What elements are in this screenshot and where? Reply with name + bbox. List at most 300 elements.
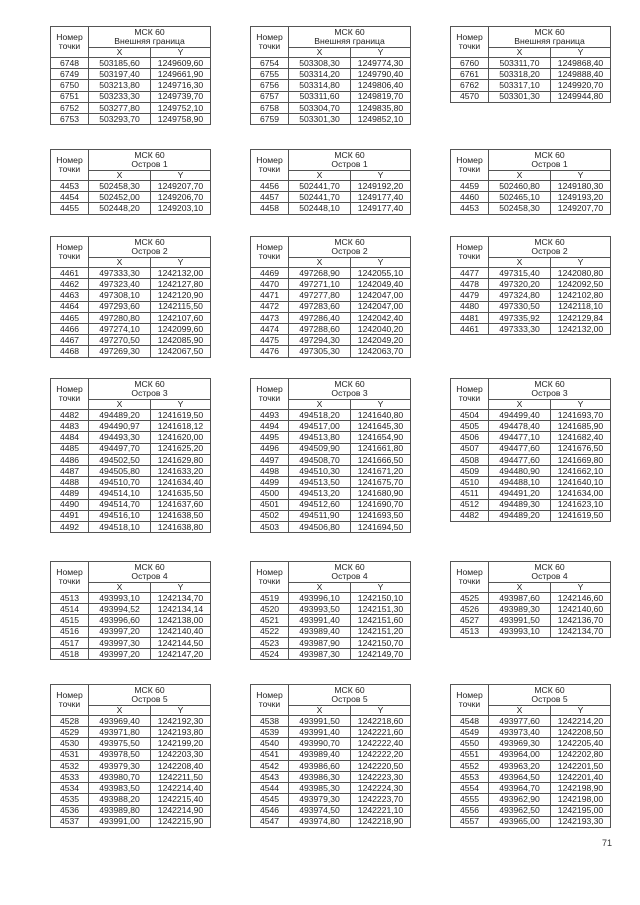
- table-title: Внешняя граница: [114, 36, 185, 46]
- y-coordinate-cell: 1241623,10: [551, 499, 611, 510]
- x-coordinate-cell: 497286,40: [289, 312, 351, 323]
- point-number-cell: 4518: [51, 648, 89, 659]
- point-number-cell: 4510: [451, 477, 489, 488]
- table-row: [251, 488, 411, 499]
- y-coordinate-cell: 1241690,70: [351, 499, 411, 510]
- y-coordinate-cell: 1249203,10: [151, 203, 211, 214]
- y-coordinate-cell: 1242199,20: [151, 738, 211, 749]
- point-header-line2: точки: [58, 164, 81, 174]
- point-number-cell: 4464: [51, 301, 89, 312]
- point-number-cell: 4489: [51, 488, 89, 499]
- x-column-header: X: [89, 400, 151, 410]
- x-coordinate-cell: 494491,20: [489, 488, 551, 499]
- x-coordinate-cell: 494513,50: [289, 477, 351, 488]
- x-coordinate-cell: 493979,30: [89, 760, 151, 771]
- y-column-header: Y: [551, 706, 611, 716]
- table-row: [451, 727, 611, 738]
- coordinate-table: [250, 378, 411, 533]
- y-coordinate-cell: 1242201,40: [551, 771, 611, 782]
- point-number-cell: 4453: [51, 181, 89, 192]
- point-number-cell: 4501: [251, 499, 289, 510]
- y-coordinate-cell: 1249739,70: [151, 91, 211, 102]
- y-coordinate-cell: 1241633,20: [151, 465, 211, 476]
- table-row: [251, 410, 411, 421]
- point-number-cell: 4523: [251, 637, 289, 648]
- x-coordinate-cell: 503318,20: [489, 69, 551, 80]
- x-column-header: X: [89, 171, 151, 181]
- y-coordinate-cell: 1249852,10: [351, 113, 411, 124]
- point-number-cell: 4466: [51, 323, 89, 334]
- table-row: [51, 181, 211, 192]
- point-number-header: [451, 562, 489, 593]
- point-number-cell: 6755: [251, 69, 289, 80]
- table-row: [251, 268, 411, 279]
- system-name: МСК 60: [134, 561, 165, 572]
- coordinate-table: [50, 684, 211, 828]
- y-coordinate-cell: 1241635,50: [151, 488, 211, 499]
- table-title: Остров 2: [131, 246, 168, 256]
- point-number-cell: 6758: [251, 102, 289, 113]
- y-coordinate-cell: 1242132,00: [151, 268, 211, 279]
- point-number-cell: 4483: [51, 421, 89, 432]
- x-coordinate-cell: 494510,70: [89, 477, 151, 488]
- y-coordinate-cell: 1249206,70: [151, 192, 211, 203]
- table-row: [51, 80, 211, 91]
- coordinate-system-header: [289, 562, 411, 583]
- x-coordinate-cell: 494489,20: [89, 410, 151, 421]
- point-number-cell: 4486: [51, 454, 89, 465]
- y-coordinate-cell: 1249920,70: [551, 80, 611, 91]
- point-header-line1: Номер: [456, 154, 483, 165]
- point-number-cell: 4494: [251, 421, 289, 432]
- x-coordinate-cell: 502458,30: [89, 181, 151, 192]
- point-number-cell: 4502: [251, 510, 289, 521]
- system-name: МСК 60: [534, 149, 565, 160]
- point-header-line1: Номер: [256, 566, 283, 577]
- table-row: [51, 816, 211, 827]
- point-number-cell: 4487: [51, 465, 89, 476]
- point-number-cell: 4485: [51, 443, 89, 454]
- x-coordinate-cell: 502452,00: [89, 192, 151, 203]
- point-number-cell: 4459: [451, 181, 489, 192]
- coordinate-system-header: [89, 237, 211, 258]
- table-row: [51, 69, 211, 80]
- point-number-cell: 4543: [251, 771, 289, 782]
- y-coordinate-cell: 1242047,00: [351, 301, 411, 312]
- x-column-header: X: [489, 583, 551, 593]
- y-coordinate-cell: 1242198,90: [551, 783, 611, 794]
- y-coordinate-cell: 1242134,70: [551, 626, 611, 637]
- point-number-cell: 4532: [51, 760, 89, 771]
- table-row: [251, 465, 411, 476]
- x-coordinate-cell: 493980,70: [89, 771, 151, 782]
- point-number-cell: 4525: [451, 593, 489, 604]
- table-row: [51, 301, 211, 312]
- x-coordinate-cell: 502465,10: [489, 192, 551, 203]
- point-header-line2: точки: [58, 251, 81, 261]
- table-row: [451, 443, 611, 454]
- point-header-line1: Номер: [256, 241, 283, 252]
- y-coordinate-cell: 1241620,00: [151, 432, 211, 443]
- point-number-cell: 6754: [251, 58, 289, 69]
- x-coordinate-cell: 494517,00: [289, 421, 351, 432]
- table-title: Остров 4: [131, 571, 168, 581]
- y-coordinate-cell: 1242047,00: [351, 290, 411, 301]
- y-coordinate-cell: 1249758,90: [151, 113, 211, 124]
- point-header-line1: Номер: [456, 241, 483, 252]
- x-coordinate-cell: 494480,90: [489, 465, 551, 476]
- point-number-cell: 4528: [51, 716, 89, 727]
- x-coordinate-cell: 502441,70: [289, 181, 351, 192]
- point-number-header: [451, 150, 489, 181]
- table-row: [451, 203, 611, 214]
- point-number-cell: 4465: [51, 312, 89, 323]
- table-row: [251, 771, 411, 782]
- y-column-header: Y: [551, 48, 611, 58]
- point-number-cell: 4511: [451, 488, 489, 499]
- x-coordinate-cell: 493983,50: [89, 783, 151, 794]
- coordinate-table: [250, 684, 411, 828]
- table-row: [451, 783, 611, 794]
- table-row: [51, 113, 211, 124]
- table-row: [51, 626, 211, 637]
- point-number-cell: 4458: [251, 203, 289, 214]
- point-header-line2: точки: [258, 576, 281, 586]
- table-row: [251, 323, 411, 334]
- x-coordinate-cell: 497335,92: [489, 312, 551, 323]
- coordinate-system-header: [489, 237, 611, 258]
- table-title: Остров 3: [131, 388, 168, 398]
- x-coordinate-cell: 503317,10: [489, 80, 551, 91]
- y-coordinate-cell: 1241634,40: [151, 477, 211, 488]
- x-coordinate-cell: 494489,30: [489, 499, 551, 510]
- y-coordinate-cell: 1242214,40: [151, 783, 211, 794]
- point-number-cell: 4469: [251, 268, 289, 279]
- point-number-cell: 4555: [451, 794, 489, 805]
- point-number-cell: 4497: [251, 454, 289, 465]
- x-column-header: X: [289, 48, 351, 58]
- table-title: Остров 2: [331, 246, 368, 256]
- table-title: Остров 2: [531, 246, 568, 256]
- point-number-cell: 4556: [451, 805, 489, 816]
- x-coordinate-cell: 493991,00: [89, 816, 151, 827]
- table-row: [251, 805, 411, 816]
- point-number-cell: 4456: [251, 181, 289, 192]
- y-coordinate-cell: 1242205,40: [551, 738, 611, 749]
- x-coordinate-cell: 503311,60: [289, 91, 351, 102]
- y-column-header: Y: [551, 258, 611, 268]
- y-column-header: Y: [151, 48, 211, 58]
- point-number-cell: 4460: [451, 192, 489, 203]
- table-row: [451, 58, 611, 69]
- y-coordinate-cell: 1242218,90: [351, 816, 411, 827]
- point-number-cell: 4536: [51, 805, 89, 816]
- x-coordinate-cell: 493990,70: [289, 738, 351, 749]
- y-coordinate-cell: 1242102,80: [551, 290, 611, 301]
- table-row: [251, 716, 411, 727]
- x-column-header: X: [489, 400, 551, 410]
- y-coordinate-cell: 1249752,10: [151, 102, 211, 113]
- table-row: [251, 290, 411, 301]
- point-header-line2: точки: [458, 41, 481, 51]
- x-coordinate-cell: 494510,30: [289, 465, 351, 476]
- table-row: [51, 510, 211, 521]
- point-number-cell: 6760: [451, 58, 489, 69]
- table-row: [51, 203, 211, 214]
- x-coordinate-cell: 497333,30: [89, 268, 151, 279]
- x-coordinate-cell: 503185,60: [89, 58, 151, 69]
- y-coordinate-cell: 1241618,12: [151, 421, 211, 432]
- x-coordinate-cell: 493997,20: [89, 626, 151, 637]
- x-coordinate-cell: 493989,40: [289, 749, 351, 760]
- x-coordinate-cell: 497320,20: [489, 279, 551, 290]
- point-number-cell: 4475: [251, 335, 289, 346]
- table-row: [51, 760, 211, 771]
- coordinate-table: [250, 236, 411, 358]
- point-number-header: [251, 150, 289, 181]
- point-number-cell: 4544: [251, 783, 289, 794]
- coordinate-system-header: [289, 27, 411, 48]
- point-header-line1: Номер: [256, 689, 283, 700]
- y-coordinate-cell: 1242138,00: [151, 615, 211, 626]
- point-number-cell: 4512: [451, 499, 489, 510]
- x-column-header: X: [89, 48, 151, 58]
- coordinate-system-header: [489, 150, 611, 171]
- point-number-cell: 4520: [251, 604, 289, 615]
- x-coordinate-cell: 494509,90: [289, 443, 351, 454]
- point-number-cell: 4557: [451, 816, 489, 827]
- coordinate-table: [50, 149, 211, 215]
- table-row: [451, 421, 611, 432]
- x-coordinate-cell: 494511,90: [289, 510, 351, 521]
- point-number-cell: 4500: [251, 488, 289, 499]
- point-number-cell: 6762: [451, 80, 489, 91]
- point-number-cell: 4488: [51, 477, 89, 488]
- x-column-header: X: [89, 706, 151, 716]
- x-coordinate-cell: 494493,30: [89, 432, 151, 443]
- point-number-cell: 4540: [251, 738, 289, 749]
- point-number-cell: 4541: [251, 749, 289, 760]
- x-coordinate-cell: 493962,90: [489, 794, 551, 805]
- system-name: МСК 60: [334, 561, 365, 572]
- x-coordinate-cell: 494478,40: [489, 421, 551, 432]
- x-coordinate-cell: 494499,40: [489, 410, 551, 421]
- point-number-cell: 4552: [451, 760, 489, 771]
- point-number-cell: 4477: [451, 268, 489, 279]
- point-number-cell: 4478: [451, 279, 489, 290]
- table-row: [51, 312, 211, 323]
- table-row: [51, 805, 211, 816]
- table-row: [451, 91, 611, 102]
- point-number-cell: 4473: [251, 312, 289, 323]
- x-coordinate-cell: 493996,60: [89, 615, 151, 626]
- x-coordinate-cell: 494490,97: [89, 421, 151, 432]
- point-number-cell: 4457: [251, 192, 289, 203]
- table-title: Остров 1: [131, 159, 168, 169]
- point-number-cell: 4507: [451, 443, 489, 454]
- table-row: [451, 312, 611, 323]
- point-number-cell: 4514: [51, 604, 89, 615]
- y-coordinate-cell: 1242136,70: [551, 615, 611, 626]
- y-coordinate-cell: 1249177,40: [351, 192, 411, 203]
- y-column-header: Y: [551, 400, 611, 410]
- table-row: [451, 805, 611, 816]
- x-coordinate-cell: 494516,10: [89, 510, 151, 521]
- x-coordinate-cell: 503304,70: [289, 102, 351, 113]
- table-row: [251, 335, 411, 346]
- x-coordinate-cell: 503308,30: [289, 58, 351, 69]
- point-number-cell: 4505: [451, 421, 489, 432]
- coordinate-table: [450, 561, 611, 638]
- system-name: МСК 60: [534, 684, 565, 695]
- coordinate-table: [50, 236, 211, 358]
- coordinate-table: [450, 684, 611, 828]
- table-row: [451, 626, 611, 637]
- x-coordinate-cell: 502448,10: [289, 203, 351, 214]
- y-coordinate-cell: 1242208,40: [151, 760, 211, 771]
- x-column-header: X: [89, 258, 151, 268]
- x-coordinate-cell: 494512,60: [289, 499, 351, 510]
- point-header-line1: Номер: [456, 689, 483, 700]
- table-row: [51, 771, 211, 782]
- system-name: МСК 60: [334, 378, 365, 389]
- table-row: [251, 510, 411, 521]
- y-coordinate-cell: 1242099,60: [151, 323, 211, 334]
- y-coordinate-cell: 1242127,80: [151, 279, 211, 290]
- x-column-header: X: [289, 171, 351, 181]
- table-row: [51, 410, 211, 421]
- x-coordinate-cell: 493975,50: [89, 738, 151, 749]
- y-coordinate-cell: 1242085,90: [151, 335, 211, 346]
- table-row: [251, 783, 411, 794]
- table-row: [51, 421, 211, 432]
- x-coordinate-cell: 503277,80: [89, 102, 151, 113]
- x-coordinate-cell: 493964,70: [489, 783, 551, 794]
- x-coordinate-cell: 494497,70: [89, 443, 151, 454]
- y-coordinate-cell: 1242067,50: [151, 346, 211, 357]
- point-header-line2: точки: [458, 576, 481, 586]
- x-coordinate-cell: 502448,20: [89, 203, 151, 214]
- x-coordinate-cell: 502460,80: [489, 181, 551, 192]
- x-coordinate-cell: 493991,40: [289, 727, 351, 738]
- table-row: [251, 91, 411, 102]
- point-number-header: [51, 685, 89, 716]
- table-title: Остров 3: [531, 388, 568, 398]
- page-number: 71: [601, 838, 612, 848]
- point-number-cell: 4539: [251, 727, 289, 738]
- table-row: [451, 760, 611, 771]
- point-number-cell: 4530: [51, 738, 89, 749]
- x-column-header: X: [289, 583, 351, 593]
- table-row: [251, 432, 411, 443]
- table-row: [451, 181, 611, 192]
- x-coordinate-cell: 493987,90: [289, 637, 351, 648]
- point-header-line2: точки: [258, 41, 281, 51]
- system-name: МСК 60: [134, 26, 165, 37]
- y-coordinate-cell: 1242218,60: [351, 716, 411, 727]
- point-number-header: [251, 685, 289, 716]
- point-number-cell: 4461: [51, 268, 89, 279]
- y-coordinate-cell: 1242040,20: [351, 323, 411, 334]
- point-number-cell: 4471: [251, 290, 289, 301]
- point-number-header: [251, 379, 289, 410]
- point-header-line1: Номер: [56, 383, 83, 394]
- y-coordinate-cell: 1242192,30: [151, 716, 211, 727]
- point-number-header: [51, 27, 89, 58]
- y-coordinate-cell: 1242134,70: [151, 593, 211, 604]
- y-column-header: Y: [351, 48, 411, 58]
- point-number-cell: 4454: [51, 192, 89, 203]
- table-title: Внешняя граница: [314, 36, 385, 46]
- table-row: [251, 477, 411, 488]
- table-row: [251, 312, 411, 323]
- y-coordinate-cell: 1242120,90: [151, 290, 211, 301]
- point-number-header: [51, 379, 89, 410]
- table-row: [451, 323, 611, 334]
- table-row: [251, 192, 411, 203]
- point-header-line1: Номер: [456, 31, 483, 42]
- y-coordinate-cell: 1242151,60: [351, 615, 411, 626]
- y-coordinate-cell: 1249661,90: [151, 69, 211, 80]
- table-row: [251, 727, 411, 738]
- coordinate-table: [450, 149, 611, 215]
- x-coordinate-cell: 493969,40: [89, 716, 151, 727]
- point-number-cell: 6748: [51, 58, 89, 69]
- point-header-line1: Номер: [456, 383, 483, 394]
- point-number-header: [451, 27, 489, 58]
- x-coordinate-cell: 497333,30: [489, 323, 551, 334]
- point-number-cell: 4508: [451, 454, 489, 465]
- table-title: Остров 3: [331, 388, 368, 398]
- y-coordinate-cell: 1249609,60: [151, 58, 211, 69]
- coordinate-system-header: [489, 562, 611, 583]
- x-coordinate-cell: 493987,30: [289, 648, 351, 659]
- table-row: [251, 738, 411, 749]
- point-header-line2: точки: [258, 164, 281, 174]
- y-coordinate-cell: 1241662,10: [551, 465, 611, 476]
- point-number-cell: 4472: [251, 301, 289, 312]
- table-row: [451, 593, 611, 604]
- x-coordinate-cell: 494477,10: [489, 432, 551, 443]
- point-number-cell: 4538: [251, 716, 289, 727]
- y-coordinate-cell: 1242055,10: [351, 268, 411, 279]
- coordinate-table: [250, 561, 411, 660]
- y-coordinate-cell: 1241676,50: [551, 443, 611, 454]
- x-coordinate-cell: 497277,80: [289, 290, 351, 301]
- point-header-line2: точки: [458, 699, 481, 709]
- table-row: [51, 727, 211, 738]
- table-row: [251, 816, 411, 827]
- y-coordinate-cell: 1242223,30: [351, 771, 411, 782]
- x-coordinate-cell: 494477,60: [489, 454, 551, 465]
- x-coordinate-cell: 493993,10: [489, 626, 551, 637]
- point-number-cell: 4542: [251, 760, 289, 771]
- point-number-cell: 6750: [51, 80, 89, 91]
- x-coordinate-cell: 497308,10: [89, 290, 151, 301]
- coordinate-system-header: [89, 685, 211, 706]
- x-coordinate-cell: 503197,40: [89, 69, 151, 80]
- y-column-header: Y: [151, 171, 211, 181]
- point-number-cell: 4491: [51, 510, 89, 521]
- x-coordinate-cell: 493964,50: [489, 771, 551, 782]
- table-row: [51, 192, 211, 203]
- y-coordinate-cell: 1241634,00: [551, 488, 611, 499]
- y-coordinate-cell: 1249790,40: [351, 69, 411, 80]
- x-coordinate-cell: 493978,50: [89, 749, 151, 760]
- y-coordinate-cell: 1241640,10: [551, 477, 611, 488]
- y-coordinate-cell: 1241619,50: [151, 410, 211, 421]
- y-coordinate-cell: 1242193,30: [551, 816, 611, 827]
